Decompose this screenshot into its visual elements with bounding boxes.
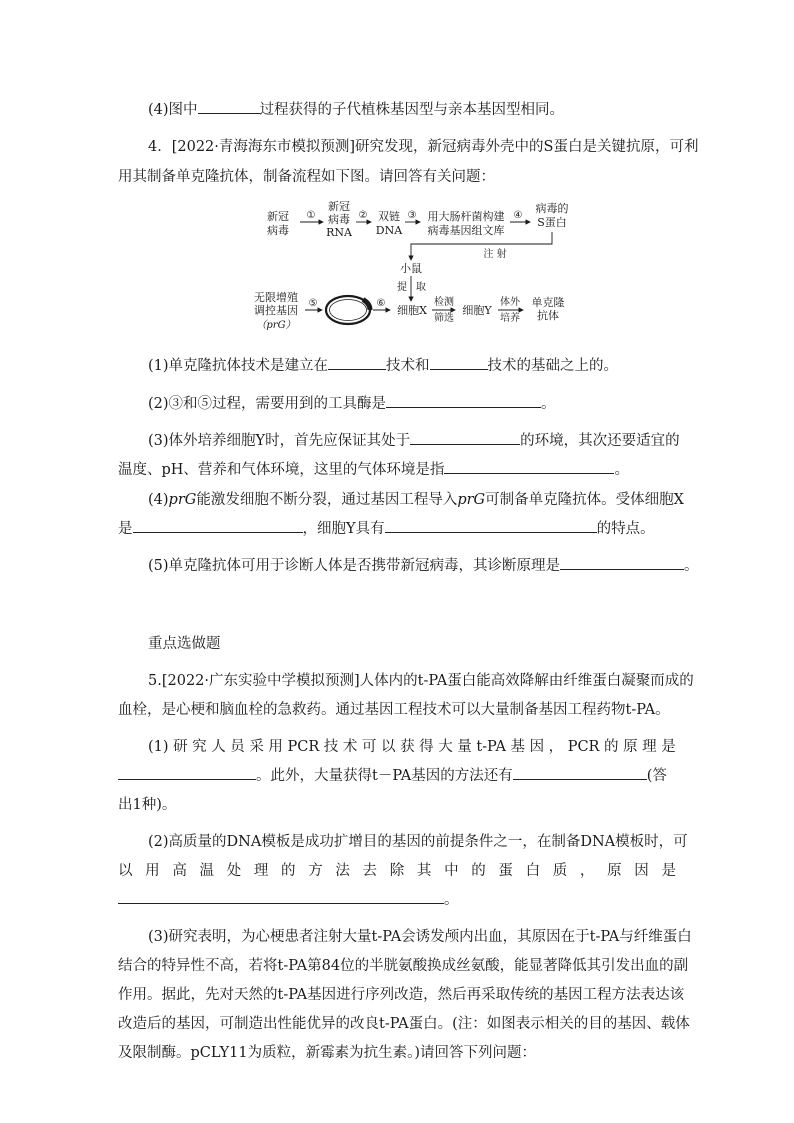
screen-label-1: 检测 — [434, 297, 454, 308]
q5-sub1-char: 术 — [342, 739, 358, 755]
step-4-label: ④ — [513, 210, 523, 221]
q5-stem-line2: 血栓，是心梗和脑血栓的急救药。通过基因工程技术可以大量制备基因工程药物t-PA。 — [118, 702, 670, 718]
q5-sub1-char: ， — [548, 739, 564, 755]
q3-sub4-text: (4)图中 — [148, 102, 198, 118]
node-s-protein-l2: S蛋白 — [537, 216, 567, 229]
q5-sub2-char: 的 — [471, 863, 486, 879]
q5-sub1-char: t-PA — [476, 739, 506, 755]
answer-blank[interactable] — [386, 393, 541, 408]
step-1-label: ① — [306, 210, 316, 221]
q4-sub4-text-4: 是 — [118, 521, 133, 537]
q5-sub2-line3 — [118, 886, 459, 914]
q5-sub2-char: 因 — [634, 863, 649, 879]
q5-sub1-char: 得 — [419, 739, 434, 755]
q5-sub3-line1: (3)研究表明，为心梗患者注射大量t-PA会诱发颅内出血，其原因在于t-PA与纤维蛋白 — [148, 929, 692, 945]
q4-sub2-text: (2)③和⑤过程，需要用到的工具酶是 — [148, 396, 387, 412]
node-cell-y: 细胞Y — [462, 304, 492, 317]
q5-sub2-char: 蛋 — [498, 863, 513, 879]
answer-blank[interactable] — [133, 518, 303, 533]
q4-sub1-text-mid: 技术和 — [386, 358, 430, 374]
q5-sub2-char: 中 — [444, 863, 459, 879]
q5-sub1-char: 是 — [661, 739, 676, 755]
culture-label-1: 体外 — [500, 297, 520, 308]
q5-sub1-char: 员 — [230, 739, 245, 755]
inject-label: 注 射 — [483, 249, 507, 260]
section-title: 重点选做题 — [148, 636, 221, 652]
q4-sub4-text-3: 可制备单克隆抗体。受体细胞X — [485, 492, 684, 508]
q5-sub1-char: 究 — [192, 739, 207, 755]
q4-sub4-line2 — [118, 515, 655, 543]
q5-sub2-char: 处 — [226, 863, 242, 879]
q5-sub2-char: 方 — [308, 863, 323, 879]
q5-sub2-char: 除 — [389, 863, 405, 879]
q5-sub1-char: 技 — [323, 739, 339, 755]
q5-sub1-char: 原 — [623, 739, 638, 755]
q5-sub1-char: (1) — [148, 739, 169, 755]
q5-sub1-char: 可 — [361, 739, 377, 755]
q5-sub1-char: 理 — [642, 739, 657, 755]
q4-sub4-text-5: ，细胞Y具有 — [302, 521, 385, 537]
q5-sub2-char: 以 — [118, 863, 133, 879]
node-library-l1: 用大肠杆菌构建 — [427, 210, 505, 223]
step-3-label: ③ — [407, 210, 417, 221]
answer-blank[interactable] — [513, 765, 647, 780]
monoclonal-antibody-flow-diagram — [250, 198, 580, 338]
step-6-label: ⑥ — [376, 298, 386, 309]
q4-sub2 — [148, 390, 556, 418]
node-gene-l2: 调控基因 — [254, 304, 298, 317]
q3-sub4-text-end: 过程获得的子代植株基因型与亲本基因型相同。 — [259, 102, 565, 118]
q5-sub2-char: ， — [579, 863, 595, 879]
q5-sub1-char: 人 — [211, 739, 226, 755]
q4-sub3-text-end: 。 — [614, 462, 629, 478]
q5-sub1-char: 研 — [173, 739, 188, 755]
q5-sub2-char: 理 — [253, 863, 269, 879]
q5-sub1-text-end: (答 — [646, 768, 667, 784]
node-virus-l1: 新冠 — [267, 210, 289, 223]
step-2-label: ② — [358, 210, 368, 221]
answer-blank[interactable] — [385, 518, 597, 533]
q5-sub1-text: 。此外，大量获得t－PA基因的方法还有 — [256, 768, 513, 784]
q5-sub1-char: 用 — [268, 739, 283, 755]
q4-sub4-text: (4) — [148, 492, 169, 508]
prg-gene-name: prG — [457, 492, 486, 508]
q4-sub3-text-2: 温度、pH、营养和气体环境，这里的气体环境是指 — [118, 462, 445, 478]
q5-sub1-char: 采 — [249, 739, 264, 755]
answer-blank[interactable] — [430, 355, 488, 370]
q5-sub2-char: 质 — [552, 863, 568, 879]
q5-sub1-char: PCR — [567, 739, 600, 755]
q4-sub5-text-end: 。 — [684, 558, 699, 574]
q5-sub2-char: 的 — [281, 863, 296, 879]
node-library-l2: 病毒基因组文库 — [427, 224, 505, 237]
answer-blank[interactable] — [328, 355, 386, 370]
q5-sub3-line5: 及限制酶。pCLY11为质粒，新霉素为抗生素。)请回答下列问题： — [118, 1045, 537, 1061]
q4-stem-line1: 4．[2022·青海海东市模拟预测]研究发现，新冠病毒外壳中的S蛋白是关键抗原，可利 — [148, 139, 699, 155]
q4-sub4-text-end: 的特点。 — [596, 521, 655, 537]
q5-sub2-char: 温 — [199, 863, 215, 879]
q5-sub1-line1 — [148, 733, 676, 761]
node-dna-l1: 双链 — [378, 210, 400, 223]
answer-blank[interactable] — [118, 765, 256, 780]
q5-sub1-line2 — [118, 762, 667, 790]
q5-sub2-char: 高 — [172, 863, 187, 879]
q4-sub3-line2 — [118, 456, 629, 484]
q5-sub1-char: 大 — [438, 739, 453, 755]
q4-sub3-line1 — [148, 427, 680, 455]
node-rna-l2: 病毒 — [328, 213, 350, 226]
q5-sub2-line1: (2)高质量的DNA模板是成功扩增目的基因的前提条件之一，在制备DNA模板时，可 — [148, 834, 688, 850]
q5-sub1-char: 因 — [529, 739, 545, 755]
q5-sub2-char: 是 — [661, 863, 676, 879]
q4-sub4-line1 — [148, 486, 684, 514]
answer-blank[interactable] — [560, 555, 684, 570]
q4-sub1-text-end: 技术的基础之上的。 — [487, 358, 619, 374]
answer-blank[interactable] — [198, 99, 260, 114]
node-s-protein-l1: 病毒的 — [535, 202, 569, 215]
node-rna-l1: 新冠 — [328, 200, 350, 213]
q5-sub2-char: 去 — [362, 863, 378, 879]
extract-label-1: 提 — [397, 282, 407, 293]
node-rna-l3: RNA — [326, 226, 352, 239]
q4-sub1 — [148, 352, 618, 380]
q5-sub3-line4: 改造后的基因，可制造出性能优异的改良t-PA蛋白。(注：如图表示相关的目的基因、载体 — [118, 1016, 690, 1032]
q5-sub2-char: 用 — [145, 863, 160, 879]
q5-sub1-char: 基 — [510, 739, 526, 755]
q5-sub2-char: 白 — [525, 863, 541, 879]
q5-sub2-char: 原 — [607, 863, 622, 879]
extract-label-2: 取 — [416, 282, 426, 293]
node-gene-l3: （prG） — [256, 320, 296, 331]
q5-sub1-char: 量 — [457, 739, 472, 755]
q4-sub3-text-mid: 的环境，其次还要适宜的 — [520, 433, 680, 449]
answer-blank[interactable] — [444, 459, 614, 474]
node-antibody-l2: 抗体 — [537, 309, 559, 322]
node-dna-l2: DNA — [375, 224, 403, 237]
q5-sub1-line3: 出1种)。 — [118, 797, 177, 813]
q5-sub1-char: 以 — [381, 739, 396, 755]
q4-sub5 — [148, 552, 699, 580]
q4-sub4-text-2: 能激发细胞不断分裂，通过基因工程导入 — [196, 492, 458, 508]
answer-blank[interactable] — [410, 430, 520, 445]
prg-gene-name: prG — [168, 492, 197, 508]
q5-sub2-char: 法 — [335, 863, 350, 879]
step-5-label: ⑤ — [308, 298, 318, 309]
culture-label-2: 培养 — [500, 313, 520, 324]
q5-sub2-line2 — [118, 857, 676, 885]
q5-sub3-line2: 结合的特异性不高，若将t-PA第84位的半胱氨酸换成丝氨酸，能显著降低其引发出血的副 — [118, 958, 689, 974]
node-gene-l1: 无限增殖 — [254, 291, 298, 304]
q5-sub2-char: 其 — [416, 863, 432, 879]
node-mouse: 小鼠 — [400, 262, 422, 275]
q5-sub1-char: 获 — [400, 739, 415, 755]
q3-sub4 — [148, 96, 564, 124]
q5-sub1-char: PCR — [287, 739, 320, 755]
q4-sub1-text: (1)单克隆抗体技术是建立在 — [148, 358, 329, 374]
q4-sub2-text-end: 。 — [541, 396, 556, 412]
node-cell-x: 细胞X — [397, 304, 427, 317]
answer-blank[interactable] — [118, 889, 444, 904]
node-antibody-l1: 单克隆 — [531, 296, 565, 309]
q5-sub2-text-end: 。 — [444, 892, 459, 908]
q4-sub3-text: (3)体外培养细胞Y时，首先应保证其处于 — [148, 433, 411, 449]
screen-label-2: 筛选 — [434, 313, 454, 324]
q4-stem-line2: 用其制备单克隆抗体，制备流程如下图。请回答有关问题： — [118, 169, 495, 185]
node-virus-l2: 病毒 — [267, 224, 289, 237]
q5-sub3-line3: 作用。据此，先对天然的t-PA基因进行序列改造，然后再采取传统的基因工程方法表达该 — [118, 987, 685, 1003]
q5-stem-line1: 5.[2022·广东实验中学模拟预测]人体内的t-PA蛋白能高效降解由纤维蛋白凝聚而成的 — [148, 673, 694, 689]
q4-sub5-text: (5)单克隆抗体可用于诊断人体是否携带新冠病毒，其诊断原理是 — [148, 558, 561, 574]
q5-sub1-char: 的 — [604, 739, 619, 755]
